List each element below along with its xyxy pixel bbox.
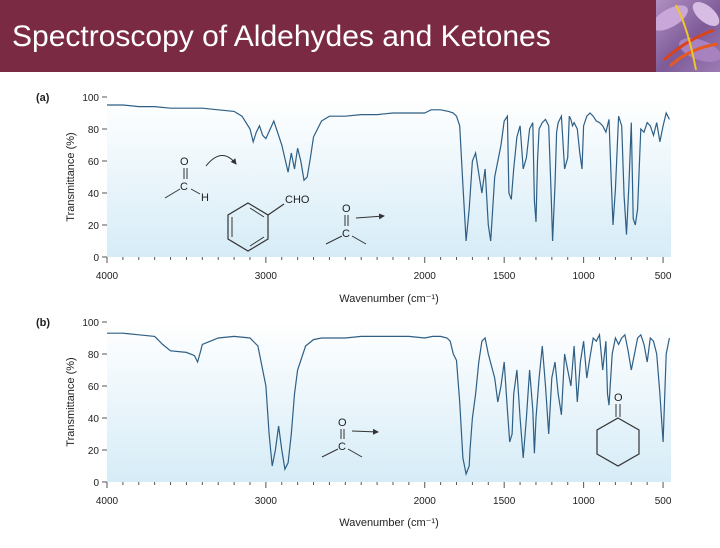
- carbonyl-c-label: C: [342, 228, 350, 240]
- x-tick-label: 1500: [493, 496, 516, 507]
- x-axis-label: Wavenumber (cm⁻¹): [339, 293, 439, 305]
- x-tick-label: 4000: [95, 496, 119, 507]
- y-axis: [82, 93, 107, 264]
- y-tick-label: 0: [93, 253, 99, 264]
- y-tick-label: 40: [87, 414, 99, 425]
- carbonyl-c-label: C: [338, 441, 346, 453]
- aldehyde-c-label: C: [180, 181, 188, 193]
- flower-illustration: [656, 0, 720, 72]
- cho-label: CHO: [285, 194, 310, 206]
- plot-area: [107, 322, 671, 482]
- x-axis: [96, 257, 672, 282]
- flower-image: [656, 0, 720, 72]
- x-tick-label: 1000: [572, 271, 595, 282]
- x-tick-label: 3000: [254, 271, 277, 282]
- y-tick-label: 100: [82, 318, 99, 329]
- x-tick-label: 2000: [413, 271, 436, 282]
- y-tick-label: 40: [87, 189, 99, 200]
- y-tick-label: 60: [87, 382, 99, 393]
- x-tick-label: 1000: [572, 496, 595, 507]
- y-axis: [82, 318, 107, 489]
- panel-label: (a): [36, 92, 50, 104]
- y-tick-label: 0: [93, 478, 99, 489]
- x-tick-label: 4000: [95, 271, 119, 282]
- x-tick-label: 1500: [493, 271, 516, 282]
- plot-area: [107, 97, 671, 257]
- y-tick-label: 20: [87, 221, 99, 232]
- x-tick-label: 500: [654, 271, 672, 282]
- y-tick-label: 80: [87, 125, 99, 136]
- ir-chart-a: [0, 86, 720, 318]
- x-axis: [96, 482, 672, 507]
- carbonyl-o-label: O: [342, 203, 351, 215]
- ring-o-label: O: [614, 392, 623, 404]
- x-axis-label: Wavenumber (cm⁻¹): [339, 517, 439, 529]
- ir-spectrum-benzaldehyde: [0, 86, 720, 318]
- panel-label: (b): [36, 317, 51, 329]
- y-tick-label: 20: [87, 446, 99, 457]
- ir-chart-b: [0, 311, 720, 543]
- y-axis-label: Transmittance (%): [65, 132, 77, 222]
- y-tick-label: 80: [87, 350, 99, 361]
- aldehyde-h-label: H: [201, 192, 209, 204]
- x-tick-label: 2000: [413, 496, 436, 507]
- slide-title: Spectroscopy of Aldehydes and Ketones: [12, 20, 551, 53]
- y-tick-label: 100: [82, 93, 99, 104]
- aldehyde-o-label: O: [180, 156, 189, 168]
- ir-spectrum-cyclohexanone: [0, 311, 720, 543]
- y-tick-label: 60: [87, 157, 99, 168]
- carbonyl-o-label: O: [338, 417, 347, 429]
- x-tick-label: 500: [654, 496, 672, 507]
- y-axis-label: Transmittance (%): [65, 357, 77, 447]
- x-tick-label: 3000: [254, 496, 277, 507]
